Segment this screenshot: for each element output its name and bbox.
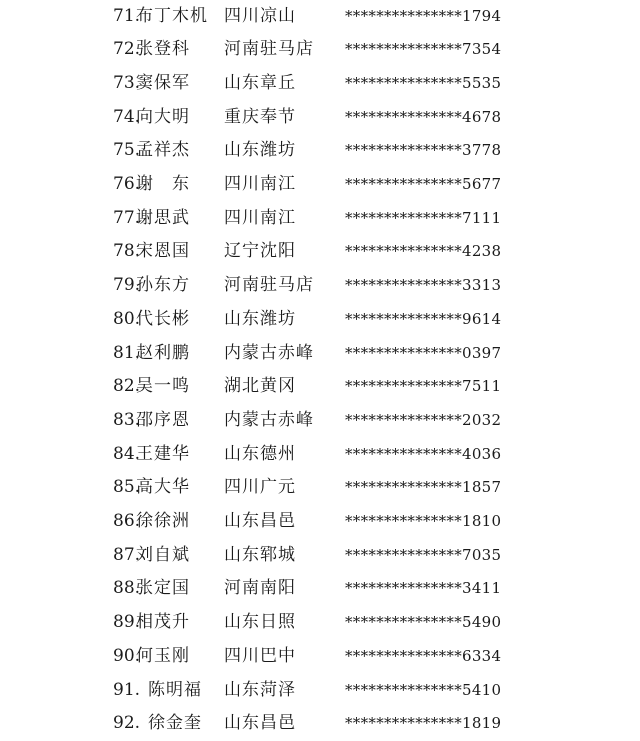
person-name: 向大明 xyxy=(136,106,190,127)
list-item xyxy=(0,168,640,202)
list-item xyxy=(0,572,640,606)
hometown: 山东章丘 xyxy=(224,72,296,93)
hometown: 山东日照 xyxy=(224,612,296,633)
entry-number: 90. xyxy=(113,645,141,666)
masked-id-number: ***************4678 xyxy=(345,107,502,126)
entry-number: 71. xyxy=(113,5,141,26)
person-name: 孟祥杰 xyxy=(136,140,190,161)
person-name: 何玉刚 xyxy=(136,645,190,666)
entry-number: 92. xyxy=(113,713,141,734)
masked-id-number: ***************3411 xyxy=(345,579,502,598)
list-item xyxy=(0,370,640,404)
masked-id-number: ***************1794 xyxy=(345,6,502,25)
entry-number: 72. xyxy=(113,39,141,60)
masked-id-number: ***************3778 xyxy=(345,141,502,160)
masked-id-number: ***************6334 xyxy=(345,646,502,665)
hometown: 河南驻马店 xyxy=(224,39,314,60)
entry-number: 85. xyxy=(113,477,141,498)
hometown: 四川巴中 xyxy=(224,645,296,666)
hometown: 山东昌邑 xyxy=(224,511,296,531)
hometown: 四川广元 xyxy=(224,477,296,498)
hometown: 山东菏泽 xyxy=(224,679,296,700)
masked-id-number: ***************9614 xyxy=(345,309,502,328)
masked-id-number: ***************3313 xyxy=(345,276,502,295)
masked-id-number: ***************2032 xyxy=(345,410,502,429)
masked-id-number: ***************5677 xyxy=(345,175,502,193)
masked-id-number: ***************0397 xyxy=(345,343,502,362)
masked-id-number: ***************5410 xyxy=(345,680,502,699)
person-name: 宋恩国 xyxy=(136,241,190,262)
hometown: 内蒙古赤峰 xyxy=(224,342,314,363)
list-item xyxy=(0,539,640,573)
person-name: 张定国 xyxy=(136,578,190,599)
list-item xyxy=(0,707,640,741)
masked-id-number: ***************7354 xyxy=(345,40,502,59)
masked-id-number: ***************7111 xyxy=(345,208,502,227)
entry-number: 91. xyxy=(113,679,141,700)
entry-number: 73. xyxy=(113,72,141,93)
hometown: 河南驻马店 xyxy=(224,275,314,296)
hometown: 内蒙古赤峰 xyxy=(224,409,314,430)
entry-number: 89. xyxy=(113,612,141,633)
person-name: 邵序恩 xyxy=(136,409,190,430)
list-item xyxy=(0,640,640,674)
list-item xyxy=(0,404,640,438)
list-item xyxy=(0,33,640,67)
masked-id-number: ***************5535 xyxy=(345,73,502,92)
entry-number: 79. xyxy=(113,275,141,296)
person-name: 谢思武 xyxy=(136,207,190,228)
masked-id-number: ***************7035 xyxy=(345,545,502,564)
entry-number: 75. xyxy=(113,140,141,161)
person-name: 张登科 xyxy=(136,39,190,60)
hometown: 山东潍坊 xyxy=(224,308,296,329)
entry-number: 82. xyxy=(113,376,141,397)
person-name: 窦保军 xyxy=(136,72,190,93)
entry-number: 88. xyxy=(113,578,141,599)
masked-id-number: ***************1819 xyxy=(345,714,502,733)
list-item xyxy=(0,202,640,236)
list-item xyxy=(0,674,640,708)
person-name: 孙东方 xyxy=(136,275,190,296)
person-name: 布丁木机 xyxy=(136,5,208,26)
person-name: 高大华 xyxy=(136,477,190,498)
hometown: 湖北黄冈 xyxy=(224,376,296,397)
entry-number: 77. xyxy=(113,207,141,228)
person-name: 相茂升 xyxy=(136,612,190,633)
entry-number: 80. xyxy=(113,308,141,329)
list-item xyxy=(0,269,640,303)
person-name: 王建华 xyxy=(136,443,190,464)
list-item xyxy=(0,303,640,337)
hometown: 山东德州 xyxy=(224,443,296,464)
list-item xyxy=(0,235,640,269)
list-item xyxy=(0,471,640,505)
list-item xyxy=(0,606,640,640)
person-name: 陈明福 xyxy=(148,679,202,700)
masked-id-number: ***************4036 xyxy=(345,444,502,463)
entry-number: 84. xyxy=(113,443,141,464)
person-name: 吴一鸣 xyxy=(136,376,190,397)
hometown: 重庆奉节 xyxy=(224,106,296,127)
list-item xyxy=(0,0,640,33)
person-name: 代长彬 xyxy=(136,308,190,329)
entry-number: 81. xyxy=(113,342,141,363)
entry-number: 74. xyxy=(113,106,141,127)
masked-id-number: ***************1857 xyxy=(345,478,502,497)
person-name: 徐金奎 xyxy=(148,713,202,734)
masked-id-number: ***************4238 xyxy=(345,242,502,261)
hometown: 辽宁沈阳 xyxy=(224,241,296,262)
list-item xyxy=(0,101,640,135)
entry-number: 76. xyxy=(113,174,141,194)
masked-id-number: ***************7511 xyxy=(345,377,502,396)
entry-number: 78. xyxy=(113,241,141,262)
person-name: 谢 东 xyxy=(136,174,190,194)
list-item xyxy=(0,134,640,168)
masked-id-number: ***************1810 xyxy=(345,512,502,530)
person-name: 赵利鹏 xyxy=(136,342,190,363)
hometown: 四川凉山 xyxy=(224,5,296,26)
hometown: 河南南阳 xyxy=(224,578,296,599)
hometown: 山东潍坊 xyxy=(224,140,296,161)
entry-number: 83. xyxy=(113,409,141,430)
hometown: 山东昌邑 xyxy=(224,713,296,734)
hometown: 山东郓城 xyxy=(224,544,296,565)
list-item xyxy=(0,505,640,539)
list-item xyxy=(0,438,640,472)
person-name: 徐徐洲 xyxy=(136,511,190,531)
entry-number: 86. xyxy=(113,511,141,531)
masked-id-number: ***************5490 xyxy=(345,613,502,632)
list-item xyxy=(0,67,640,101)
hometown: 四川南江 xyxy=(224,207,296,228)
list-item xyxy=(0,337,640,371)
person-name: 刘自斌 xyxy=(136,544,190,565)
hometown: 四川南江 xyxy=(224,174,296,194)
entry-number: 87. xyxy=(113,544,141,565)
